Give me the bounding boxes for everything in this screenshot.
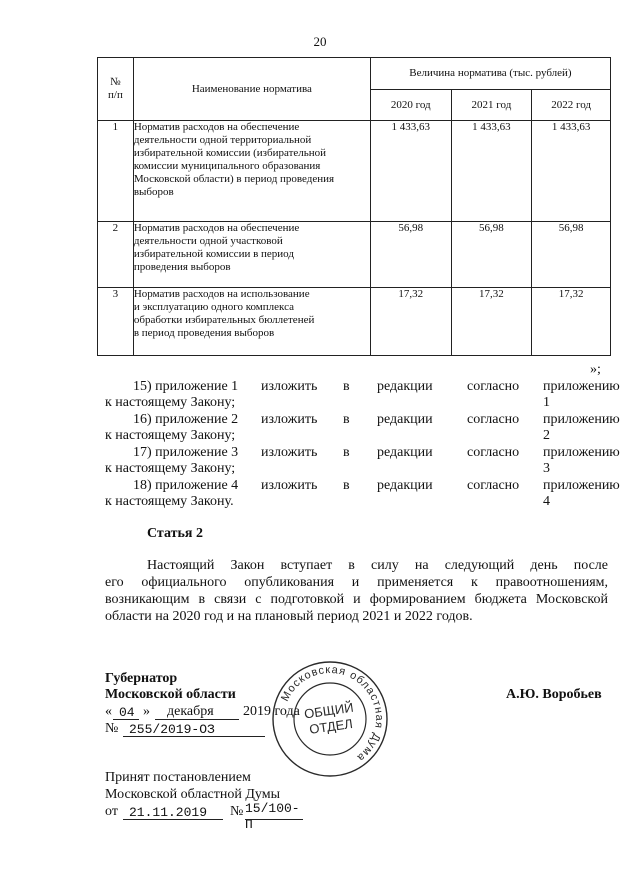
article-heading: Статья 2 [147,526,203,541]
stamp-ring-textpath: Московская областная Дума [279,663,386,765]
amendment-item: 16) приложение 2 [133,412,239,427]
signatory-name: А.Ю. Воробьев [506,687,602,702]
amendment-word: изложить [261,412,318,427]
amendment-word: приложению 3 [543,445,620,476]
amendment-word: редакции [377,445,433,460]
amendment-word: в [343,379,350,394]
adoption-reference [105,801,305,832]
row-value-2021: 1 433,63 [451,121,532,222]
amendment-item: 15) приложение 1 [133,379,239,394]
amendment-continuation: к настоящему Закону; [105,395,236,410]
amendment-item: 18) приложение 4 [133,478,239,493]
date-open-quote: « [105,704,112,719]
row-number: 2 [98,222,134,288]
signatory-title-line2: Московской области [105,687,236,702]
table-row [98,121,611,222]
stamp-center-line1: ОБЩИЙ [303,699,355,722]
stamp-center-line2: ОТДЕЛ [308,715,354,737]
adoption-number-underline [245,819,303,820]
row-value-2020: 1 433,63 [370,121,451,222]
header-year-2020: 2020 год [370,90,451,121]
row-name-line: Норматив расходов на использование [133,288,310,300]
date-year: 2019 года [243,704,300,719]
article-paragraph-line: его официального опубликования и применяется к правоотношениям, [105,575,608,590]
amendment-word: изложить [261,379,318,394]
amendment-word: приложению 2 [543,412,620,443]
row-value-2021: 17,32 [451,288,532,356]
amendment-continuation: к настоящему Закону; [105,461,236,476]
row-name [133,222,370,288]
row-name-line: в период проведения выборов [133,327,275,339]
row-name [133,121,370,222]
amendment-word: изложить [261,445,318,460]
row-value-2021: 56,98 [451,222,532,288]
amendment-word: изложить [261,478,318,493]
row-number: 3 [98,288,134,356]
row-name-line: Московской области) в период проведения [133,173,335,185]
header-num [98,58,134,121]
adoption-line2: Московской областной Думы [105,787,280,802]
row-name-line: комиссии муниципального образования [133,160,321,172]
adoption-date-underline [123,819,223,820]
date-month-underline [155,719,239,720]
law-number-line [105,721,275,739]
signatory-title-line1: Губернатор [105,671,178,686]
header-num-line1: № [110,76,121,88]
header-value-group: Величина норматива (тыс. рублей) [370,58,610,90]
row-name-line: избирательной комиссии (избирательной [133,147,327,159]
amendment-item: 17) приложение 3 [133,445,239,460]
official-stamp [271,660,389,778]
table-row [98,222,611,288]
amendment-word: согласно [467,478,520,493]
date-day: 04 [119,705,135,720]
amendment-word: приложению 1 [543,379,620,410]
amendment-word: согласно [467,412,520,427]
amendment-word: согласно [467,379,520,394]
header-name: Наименование норматива [133,58,370,121]
row-value-2022: 56,98 [532,222,611,288]
header-year-2021: 2021 год [451,90,532,121]
row-name-line: деятельности одной участковой [133,235,283,247]
law-number-underline [123,736,265,737]
date-month: декабря [167,704,214,719]
row-name-line: Норматив расходов на обеспечение [133,121,300,133]
row-name [133,288,370,356]
article-paragraph-line: возникающим в связи с подготовкой и формированием бюджета Московской [105,592,608,607]
law-number: 255/2019-ОЗ [129,722,215,737]
adoption-number: 15/100-П [245,801,300,832]
adoption-num-label: № [230,804,244,819]
row-number: 1 [98,121,134,222]
row-name-line: деятельности одной территориальной [133,134,312,146]
amendment-word: в [343,445,350,460]
amendment-word: в [343,478,350,493]
table-row [98,288,611,356]
amendment-word: в [343,412,350,427]
amendment-word: редакции [377,478,433,493]
row-name-line: избирательной комиссии в период [133,248,294,260]
row-name-line: проведения выборов [133,261,231,273]
row-name-line: и эксплуатацию одного комплекса [133,301,294,313]
amendment-continuation: к настоящему Закону; [105,428,236,443]
amendment-word: редакции [377,379,433,394]
date-day-underline [113,719,139,720]
closing-quote: »; [590,362,601,377]
row-value-2020: 56,98 [370,222,451,288]
header-num-line2: п/п [108,89,123,101]
header-year-2022: 2022 год [532,90,611,121]
page-number: 20 [313,34,327,49]
norms-table [97,57,611,356]
article-paragraph-line: Настоящий Закон вступает в силу на следующий день после [147,558,608,573]
article-paragraph-line: области на 2020 год и на плановый период 2021 и 2022 годов. [105,609,473,624]
row-name-line: обработки избирательных бюллетеней [133,314,315,326]
row-value-2020: 17,32 [370,288,451,356]
amendment-word: приложению 4 [543,478,620,509]
row-name-line: Норматив расходов на обеспечение [133,222,300,234]
row-value-2022: 1 433,63 [532,121,611,222]
adoption-line1: Принят постановлением [105,770,251,785]
amendment-word: согласно [467,445,520,460]
date-close-quote: » [143,704,150,719]
law-number-label: № [105,721,119,736]
row-value-2022: 17,32 [532,288,611,356]
amendment-word: редакции [377,412,433,427]
amendment-continuation: к настоящему Закону. [105,494,234,509]
row-name-line: выборов [133,186,174,198]
adoption-date: 21.11.2019 [129,805,208,820]
adoption-from-label: от [105,804,118,819]
